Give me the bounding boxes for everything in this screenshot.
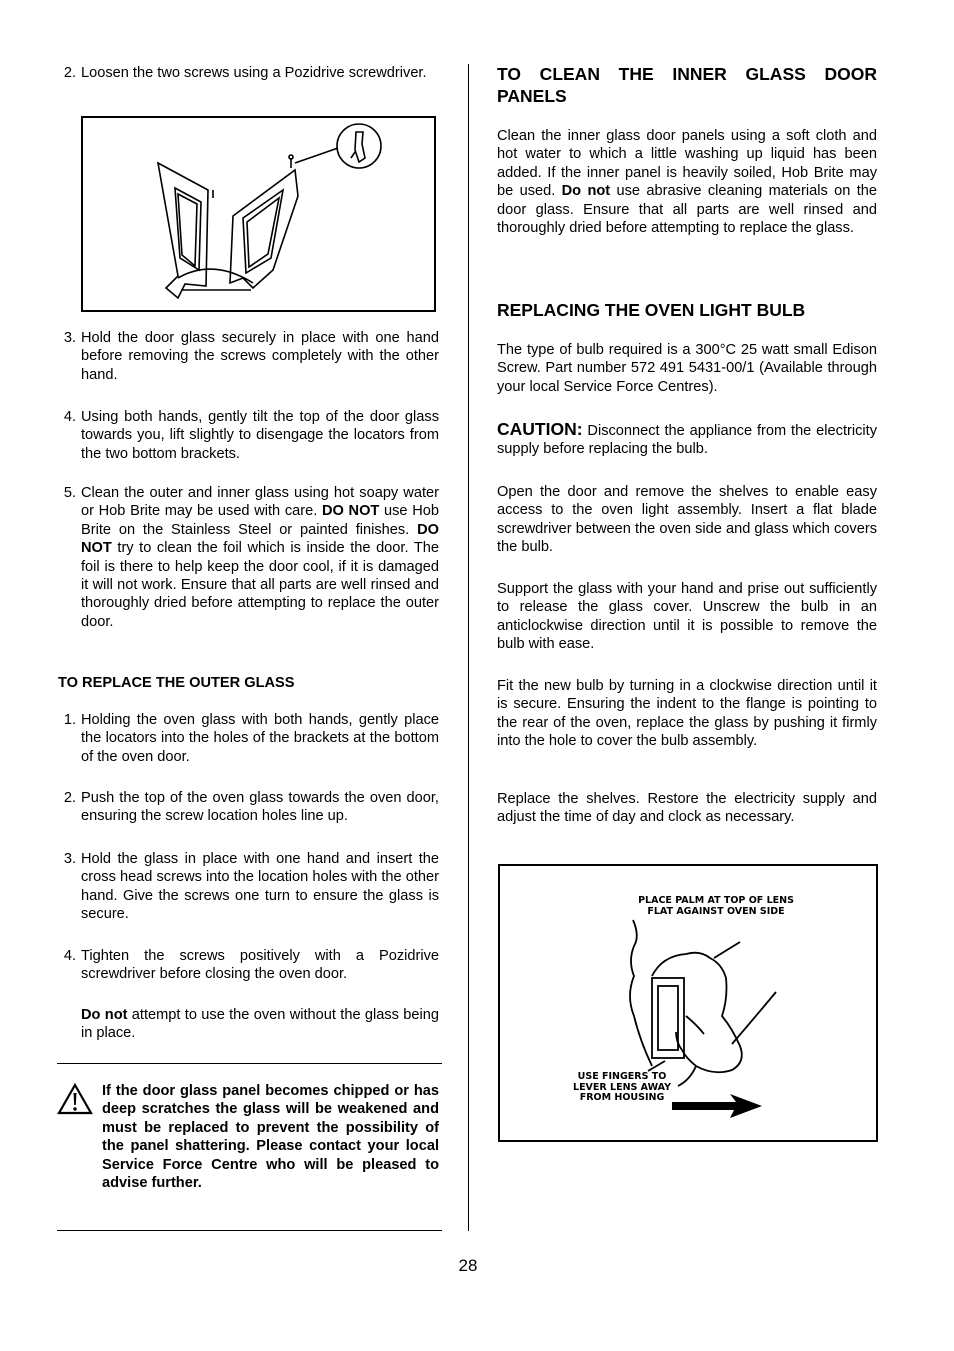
clean-inner-glass-text: Clean the inner glass door panels using a soft cloth and hot water to which a little washing up liquid has been added. If the inner panel is heavily soiled, Hob Brite may be used. Do not use abrasive cleaning materials on the door glass. Ensure that all parts are well rinsed and thoroughly dried before attempting to replace the glass. bbox=[497, 128, 878, 237]
right-glass-panel bbox=[230, 170, 298, 288]
page-number: 28 bbox=[458, 1256, 478, 1275]
outer-step-4: 4. Tighten the screws positively with a Pozidrive screwdriver before closing the oven door. bbox=[63, 948, 439, 983]
replace-shelves-paragraph: Replace the shelves. Restore the electricity supply and adjust the time of day and clock as necessary. bbox=[497, 791, 877, 826]
figure-label-palm: PLACE PALM AT TOP OF LENS FLAT AGAINST OVEN SIDE bbox=[638, 895, 794, 917]
step-5-clean-glass: 5. Clean the outer and inner glass using hot soapy water or Hob Brite may be used with care. DO NOT use Hob Brite on the Stainless Steel or painted finishes. DO NOT try to clean the foil which is inside the door. The foil is there to help keep the door cool, if it is damaged it will not work. Ensure that all parts are well rinsed and thoroughly dried before attempting to replace the outer door. bbox=[63, 485, 439, 630]
step-4-tilt-glass: 4. Using both hands, gently tilt the top of the door glass towards you, lift slightly to disengage the locators from the two bottom brackets. bbox=[63, 409, 439, 462]
bulb-type-text: The type of bulb required is a 300°C 25 watt small Edison Screw. Part number 572 491 5431-00/1 (Available through your local Service Force Centres). bbox=[497, 342, 877, 395]
step-2-loosen-screws: 2. Loosen the two screws using a Pozidrive screwdriver. bbox=[63, 65, 427, 81]
do-not-use-note: Do not attempt to use the oven without the glass being in place. bbox=[81, 1007, 439, 1042]
outer-step-3: 3. Hold the glass in place with one hand and insert the cross head screws into the location holes with the other hand. Give the screws one turn to ensure the glass is secure. bbox=[63, 851, 439, 923]
oven-side-wall bbox=[630, 920, 652, 1066]
column-divider bbox=[468, 64, 469, 1231]
hand-outline bbox=[652, 953, 742, 1073]
light-lens-figure bbox=[498, 864, 878, 1142]
oven-light-bulb-heading: REPLACING THE OVEN LIGHT BULB bbox=[497, 300, 806, 320]
outer-glass-heading: TO REPLACE THE OUTER GLASS bbox=[58, 675, 295, 691]
door-glass-figure bbox=[81, 116, 436, 312]
outer-step-2: 2. Push the top of the oven glass towards the oven door, ensuring the screw location holes line up. bbox=[63, 790, 439, 825]
step-3-hold-glass: 3. Hold the door glass securely in place with one hand before removing the screws completely with the other hand. bbox=[63, 330, 439, 383]
support-glass-paragraph: Support the glass with your hand and prise out sufficiently to release the glass cover. Unscrew the bulb in an anticlockwise direction until it is possible to remove the bulb with ease. bbox=[497, 581, 877, 653]
clean-inner-glass-heading: TO CLEAN THE INNER GLASS DOOR PANELS bbox=[497, 64, 877, 106]
caution-note: CAUTION: Disconnect the appliance from the electricity supply before replacing the bulb. bbox=[497, 419, 877, 458]
warning-text: If the door glass panel becomes chipped or has deep scratches the glass will be weakened and must be replaced to prevent the possibility of the panel shattering. Please contact your local Service Force Centre who will be pleased to advise further. bbox=[102, 1083, 439, 1192]
warning-top-rule bbox=[57, 1063, 442, 1064]
fit-new-bulb-paragraph: Fit the new bulb by turning in a clockwise direction until it is secure. Ensuring the indent to the flange is pointing to the rear of the oven, replace the glass by pushing it firmly into the hole to cover the bulb assembly. bbox=[497, 678, 877, 750]
open-door-paragraph: Open the door and remove the shelves to enable easy access to the oven light assembly. Insert a flat blade screwdriver between the oven side and glass which covers the bulb. bbox=[497, 484, 877, 556]
figure-label-fingers: USE FINGERS TO LEVER LENS AWAY FROM HOUSING bbox=[573, 1071, 671, 1103]
door-glass-illustration bbox=[83, 118, 434, 310]
warning-bottom-rule bbox=[57, 1230, 442, 1231]
outer-step-1: 1. Holding the oven glass with both hands, gently place the locators into the holes of the brackets at the bottom of the oven door. bbox=[63, 712, 439, 765]
lever-arrow-icon bbox=[672, 1094, 762, 1118]
warning-triangle-icon bbox=[57, 1083, 93, 1115]
